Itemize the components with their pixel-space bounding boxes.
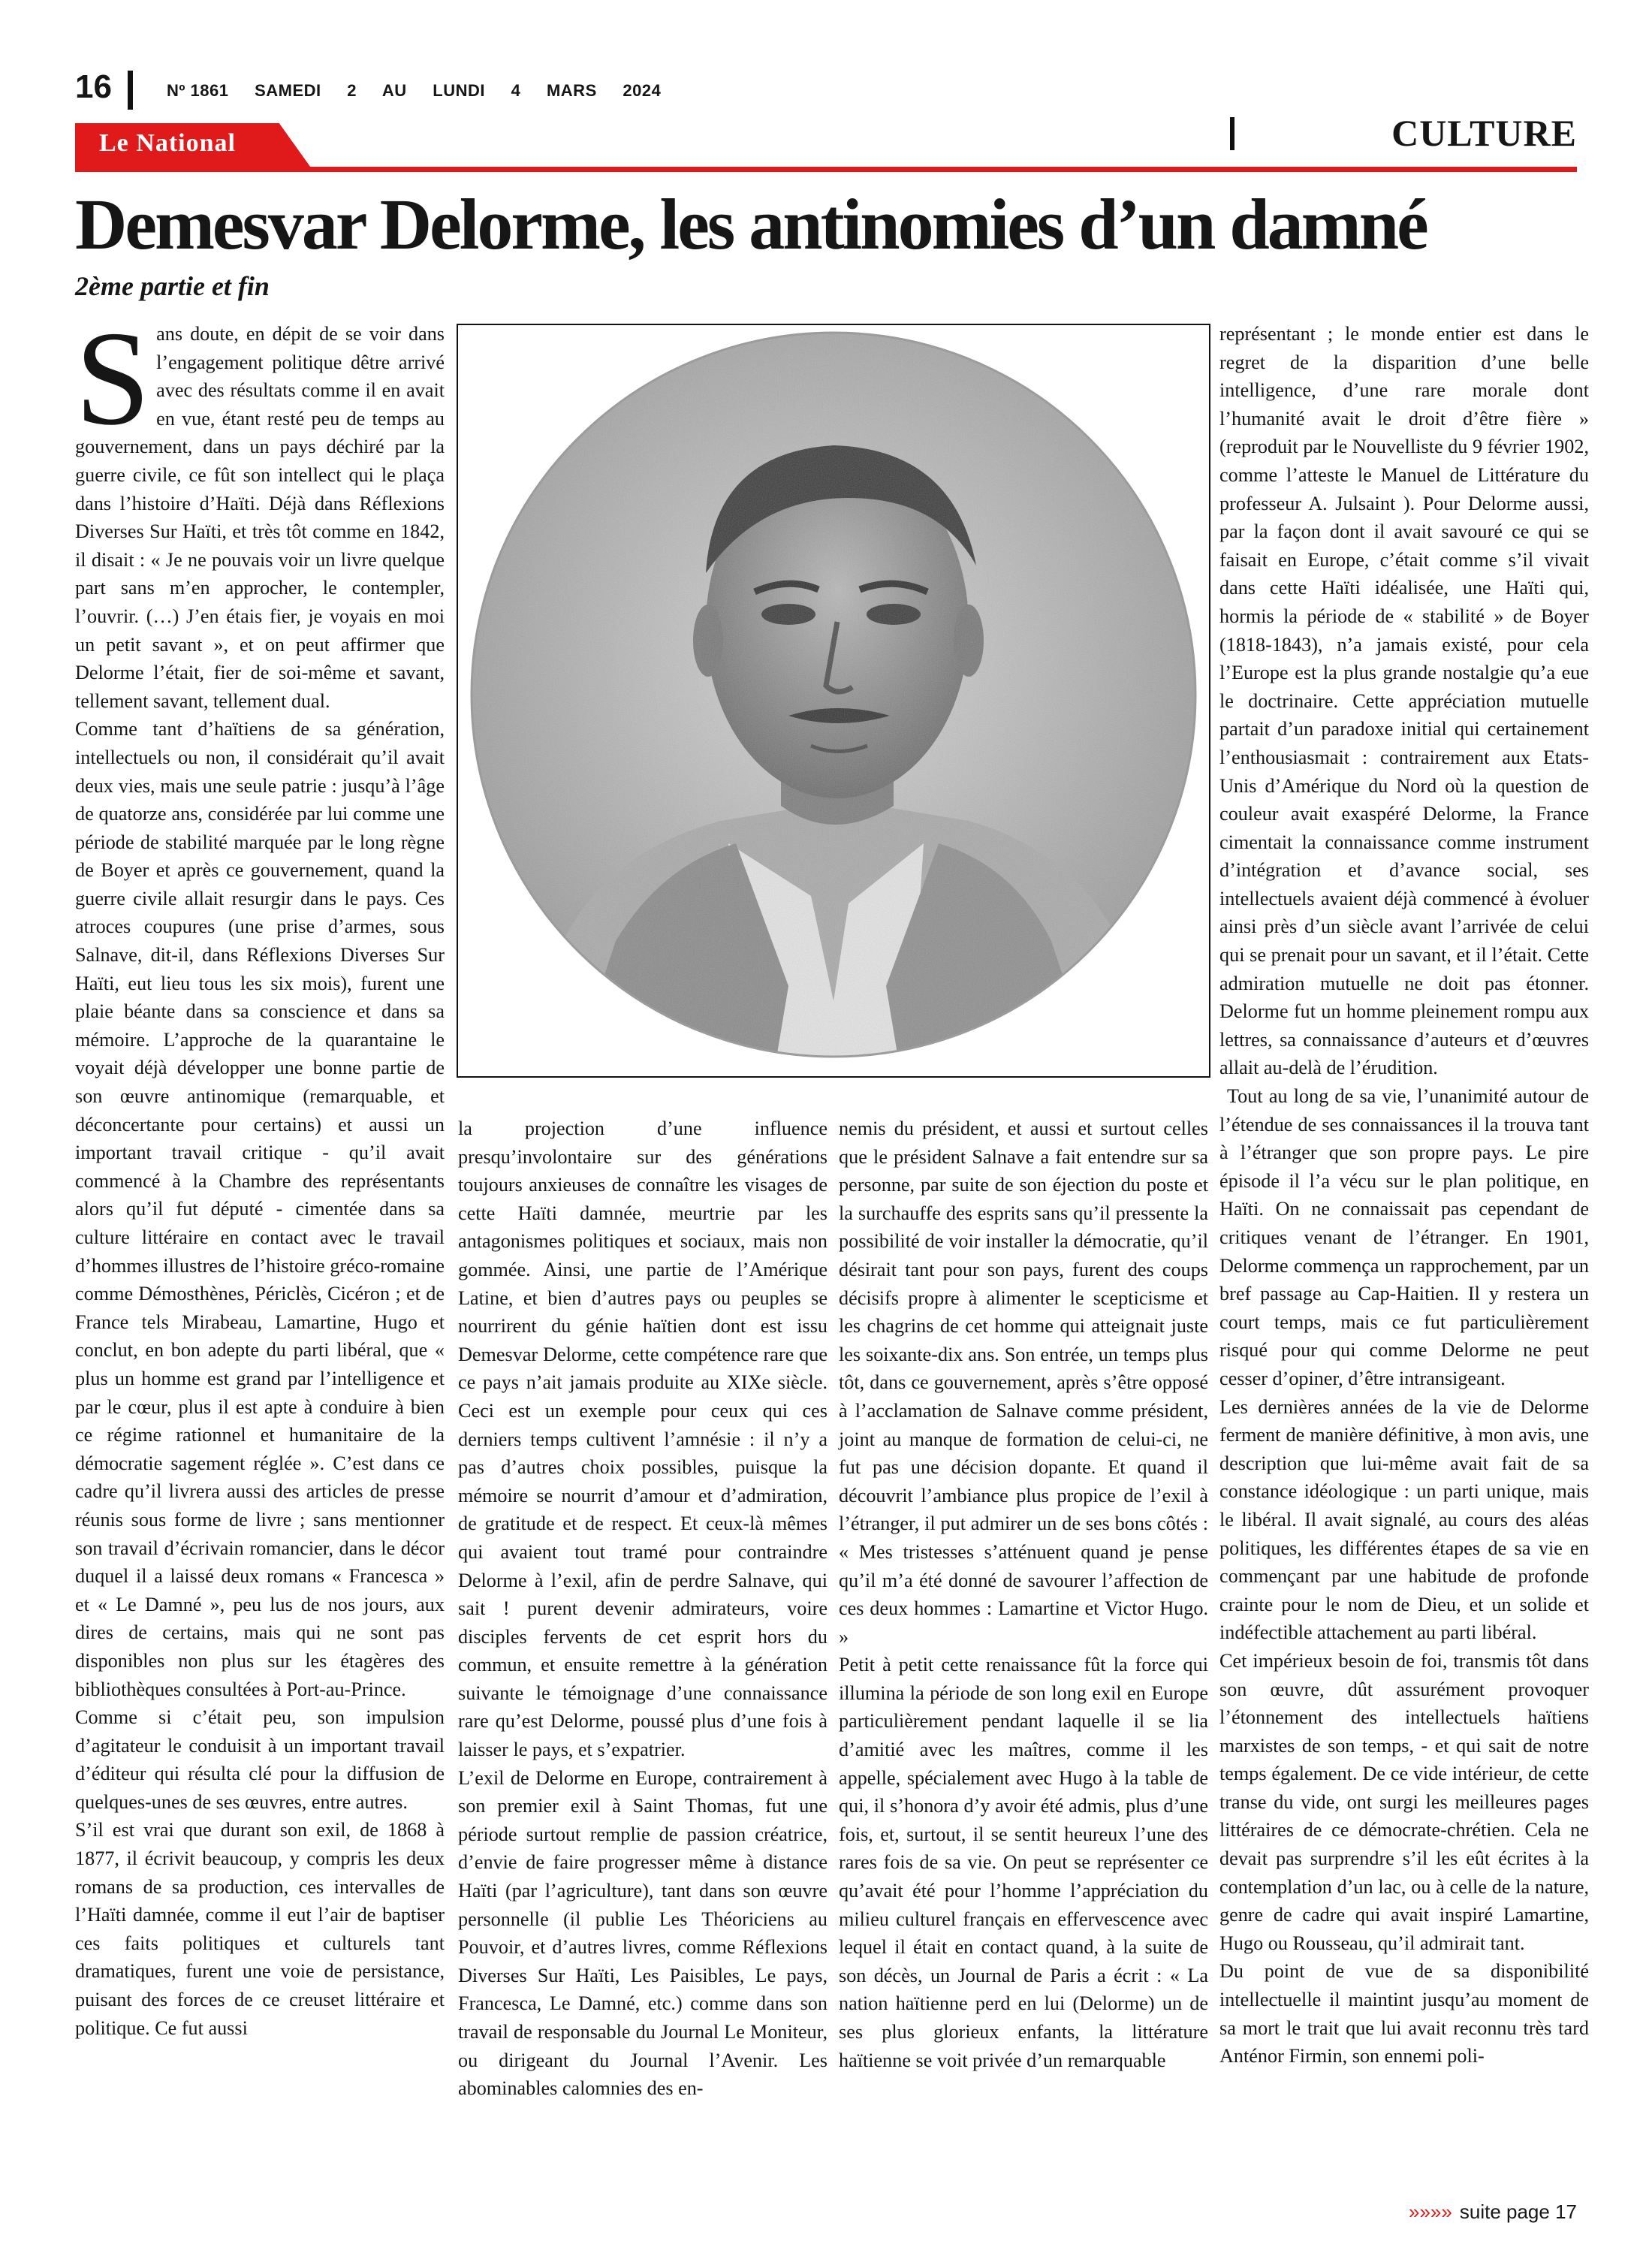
brand-logo-text: Le National bbox=[99, 129, 236, 157]
header-red-rule bbox=[75, 167, 1577, 172]
paragraph: Comme si c’était peu, son impulsion d’agitateur le conduisit à un important travail d’éditeur qui résulta clé pour la diffusion de quelques-unes de ses œuvres, entre autres. bbox=[75, 1706, 445, 1813]
article-subtitle: 2ème partie et fin bbox=[75, 271, 270, 301]
paragraph: nemis du président, et aussi et surtout celles que le président Salnave a fait entendre sur sa personne, par suite de son éjection du poste et la surchauffe des esprits sans qu’il pressente la possibilité de voir installer la démocratie, qu’il désirait tant pour son pays, furent des coups décisifs propre à alimenter le scepticisme et les chagrins de cet homme qui atteignait juste les soixante-dix ans. Son entrée, un temps plus tôt, dans ce gouvernement, après s’être opposé à l’acclamation de Salnave comme président, joint au manque de formation de celui-ci, ne fut pas une décision dopante. Et quand il découvrit l’ambiance plus propice de l’exil à l’étranger, il put admirer un de ses bons côtés : « Mes tristesses s’atténuent quand je pense qu’il m’a été donné de savourer l’affection de ces deux hommes : Lamartine et Victor Hugo. » bbox=[839, 1117, 1208, 1648]
date-month: MARS bbox=[546, 81, 597, 100]
article-column-4 bbox=[1219, 320, 1589, 2071]
continuation-text: suite page 17 bbox=[1459, 2200, 1577, 2223]
date-num-end: 4 bbox=[511, 81, 521, 100]
article-column-1 bbox=[75, 303, 445, 2042]
paragraph: Cet impérieux besoin de foi, transmis tôt dans son œuvre, dût assurément provoquer l’étonnement des intellectuels haïtiens marxistes de son temps, - et qui sait de notre temps également. De ce vide intérieur, de cette transe du vide, ont surgi les meilleures pages littéraires de ce démocrate-chrétien. Cela ne devait pas surprendre s’il les eût écrites à la contemplation d’un lac, ou à celle de la nature, genre de cadre qui avait inspiré Lamartine, Hugo ou Rousseau, qu’il admirait tant. bbox=[1219, 1649, 1589, 1954]
paragraph: L’exil de Delorme en Europe, contrairement à son premier exil à Saint Thomas, fut une période surtout remplie de passion créatrice, d’envie de faire progresser même à distance Haïti (par l’agriculture), tant dans son œuvre personnelle (il publie Les Théoriciens au Pouvoir, et d’autres livres, comme Réflexions Diverses Sur Haïti, Les Paisibles, Le pays, Francesca, Le Damné, etc.) comme dans son travail de responsable du Journal Le Moniteur, ou dirigeant du Journal l’Avenir. Les abominables calomnies des en- bbox=[458, 1766, 828, 2100]
paragraph: Petit à petit cette renaissance fût la force qui illumina la période de son long exil en Europe particulièrement pendant laquelle il se lia d’amitié avec les maîtres, comme il les appelle, spécialement avec Hugo à la table de qui, il s’honora d’y avoir été admis, plus d’une fois, et, surtout, il se sentit heureux l’une des rares fois de sa vie. On peut se représenter ce qu’avait été pour l’homme l’appréciation du milieu culturel français en effervescence avec lequel il était en contact quand, à la suite de son décès, un Journal de Paris a écrit : « La nation haïtienne perd en lui (Delorme) un de ses plus glorieux enfants, la littérature haïtienne se voit privée d’un remarquable bbox=[839, 1654, 1208, 2071]
paragraph: représentant ; le monde entier est dans le regret de la disparition d’une belle intelligence, d’une rare morale dont l’humanité avait le droit d’être fière » (reproduit par le Nouvelliste du 9 février 1902, comme l’atteste le Manuel de Littérature du professeur A. Julsaint ). Pour Delorme aussi, par la façon dont il avait savouré ce qui se faisait en Europe, c’était comme s’il vivait dans cette Haïti idéalisée, une Haïti qui, hormis la période de « stabilité » de Boyer (1818-1843), n’a jamais existé, pour cela l’Europe est la plus grande nostalgie qu’a eue le doctrinaire. Cette appréciation mutuelle partait d’un paradoxe initial qui certainement l’enthousiasmait : contrairement aux Etats-Unis d’Amérique du Nord où la question de couleur avait exaspéré Delorme, la France cimentait la connaissance comme instrument d’intégration et d’avance social, ses intellectuels avaient déjà commencé à évoluer ainsi près d’un siècle avant l’arrivée de celui qui se prenait pour un savant, et il l’était. Cette admiration mutuelle ne doit pas étonner. Delorme fut un homme pleinement rompu aux lettres, sa connaissance d’auteurs et d’œuvres allait au-delà de l’érudition. bbox=[1219, 323, 1589, 1079]
article-column-2 bbox=[458, 1114, 828, 2103]
section-label: CULTURE bbox=[1391, 112, 1577, 154]
article-column-3 bbox=[839, 1114, 1208, 2074]
article-headline: Demesvar Delorme, les antinomies d’un damné bbox=[75, 184, 1427, 264]
paragraph: Tout au long de sa vie, l’unanimité autour de l’étendue de ses connaissances il la trouva tant à l’étranger que son propre pays. Le pire épisode il l’a vécu sur le plan politique, en Haïti. On ne connaissait pas cependant de critiques venant de l’étranger. En 1901, Delorme commença un rapprochement, par un bref passage au Cap-Haitien. Il y restera un court temps, mais ce fut particulièrement risqué pour qui comme Delorme ne peut cesser d’opiner, d’être intransigeant. bbox=[1219, 1085, 1589, 1389]
portrait-photo bbox=[457, 324, 1210, 1078]
date-day-end: LUNDI bbox=[433, 81, 485, 100]
date-year: 2024 bbox=[623, 81, 662, 100]
section-divider bbox=[1230, 117, 1234, 150]
continuation-arrows-icon: »»»» bbox=[1409, 2200, 1452, 2223]
date-num-start: 2 bbox=[347, 81, 357, 100]
paragraph: la projection d’une influence presqu’involontaire sur des générations toujours anxieuses de connaître les visages de cette Haïti damnée, meurtrie par les antagonismes politiques et sociaux, mais non gommée. Ainsi, une partie de l’Amérique Latine, et bien d’autres pays ou peuples se nourrirent du génie haïtien dont est issu Demesvar Delorme, cette compétence rare que ce pays n’ait jamais produite au XIXe siècle. Ceci est un exemple pour ceux qui ces derniers temps cultivent l’amnésie : il n’y a pas d’autres choix possibles, puisque la mémoire se nourrit d’amour et d’admiration, de gratitude et de respect. Et ceux-là mêmes qui avaient tout tramé pour contraindre Delorme à l’exil, afin de perdre Salnave, qui sait ! purent devenir admirateurs, voire disciples fervents de cet esprit hors du commun, et ensuite remettre à la génération suivante le témoignage d’une connaissance rare qu’est Delorme, poussé plus d’une fois à laisser le pays, et s’expatrier. bbox=[458, 1117, 828, 1761]
continuation-link[interactable] bbox=[1352, 2200, 1577, 2224]
paragraph: Comme tant d’haïtiens de sa génération, intellectuels ou non, il considérait qu’il avait deux vies, mais une seule patrie : jusqu’à l’âge de quatorze ans, considérée par lui comme une période de stabilité marquée par le long règne de Boyer et après ce gouvernement, quand la guerre civile allait resurgir dans le pays. Ces atroces coupures (une prise d’armes, sous Salnave, dit-il, dans Réflexions Diverses Sur Haïti, eut lieu tous les six mois), furent une plaie béante dans sa conscience et dans sa mémoire. L’approche de la quarantaine le voyait déjà développer une bonne partie de son œuvre antinomique (remarquable, et déconcertante pour certains) et aussi un important travail critique - qu’il avait commencé à la Chambre des représentants alors qu’il fut député - cimentée dans sa culture littéraire en contact avec le travail d’hommes illustres de l’histoire gréco-romaine comme Démosthènes, Périclès, Cicéron ; et de France tels Mirabeau, Lamartine, Hugo et conclut, en bon adepte du parti libéral, que « plus un homme est grand par l’intelligence et par le cœur, plus il est apte à conduire à bien ce régime rationnel et humanitaire de la démocratie sagement réglée ». C’est dans ce cadre qu’il livrera aussi des articles de presse réunis sous forme de livre ; sans mentionner son travail d’écrivain romancier, dans le décor duquel il a laissé deux romans « Francesca » et « Le Damné », peu lus de nos jours, aux dires de certains, mais qui ne sont pas disponibles non plus sur les étagères des bibliothèques consultées à Port-au-Prince. bbox=[75, 718, 445, 1700]
header-divider bbox=[128, 71, 133, 110]
page-number: 16 bbox=[75, 68, 112, 105]
portrait-image bbox=[458, 325, 1209, 1076]
issue-number: Nº 1861 bbox=[167, 81, 229, 100]
paragraph: S’il est vrai que durant son exil, de 1868 à 1877, il écrivit beaucoup, y compris les deux romans de sa production, ces intervalles de l’Haïti damnée, comme il eut l’air de baptiser ces faits politiques et culturels tant dramatiques, furent une voie de persistance, puisant des forces de ce creuset littéraire et politique. Ce fut aussi bbox=[75, 1819, 445, 2039]
paragraph: Du point de vue de sa disponibilité intellectuelle il maintint jusqu’au moment de sa mort le trait que lui avait reconnu très tard Anténor Firmin, son ennemi poli- bbox=[1219, 1960, 1589, 2068]
date-au: AU bbox=[381, 81, 407, 100]
paragraph: Les dernières années de la vie de Delorme ferment de manière définitive, à mon avis, une description que lui-même avait fait de sa constance idéologique : un parti unique, mais le libéral. Il avait signalé, au cours des aléas politiques, les différentes étapes de sa vie en commençant par une habitude de profonde crainte pour le nom de Dieu, et un solide et indéfectible attachement au parti libéral. bbox=[1219, 1395, 1589, 1644]
drop-cap: S bbox=[75, 303, 151, 453]
date-day: SAMEDI bbox=[255, 81, 321, 100]
paragraph: Sans doute, en dépit de se voir dans l’engagement politique dêtre arrivé avec des résultats comme il en avait en vue, étant resté peu de temps au gouvernement, dans un pays déchiré par la guerre civile, ce fût son intellect qui le plaça dans l’histoire d’Haïti. Déjà dans Réflexions Diverses Sur Haïti, et très tôt comme en 1842, il disait : « Je ne pouvais voir un livre quelque part sans m’en approcher, le contempler, l’ouvrir. (…) J’en étais fier, je voyais en moi un petit savant », et on peut affirmer que Delorme l’était, fier de soi-même et savant, tellement savant, tellement dual. bbox=[75, 303, 445, 712]
issue-date-line bbox=[167, 81, 682, 101]
